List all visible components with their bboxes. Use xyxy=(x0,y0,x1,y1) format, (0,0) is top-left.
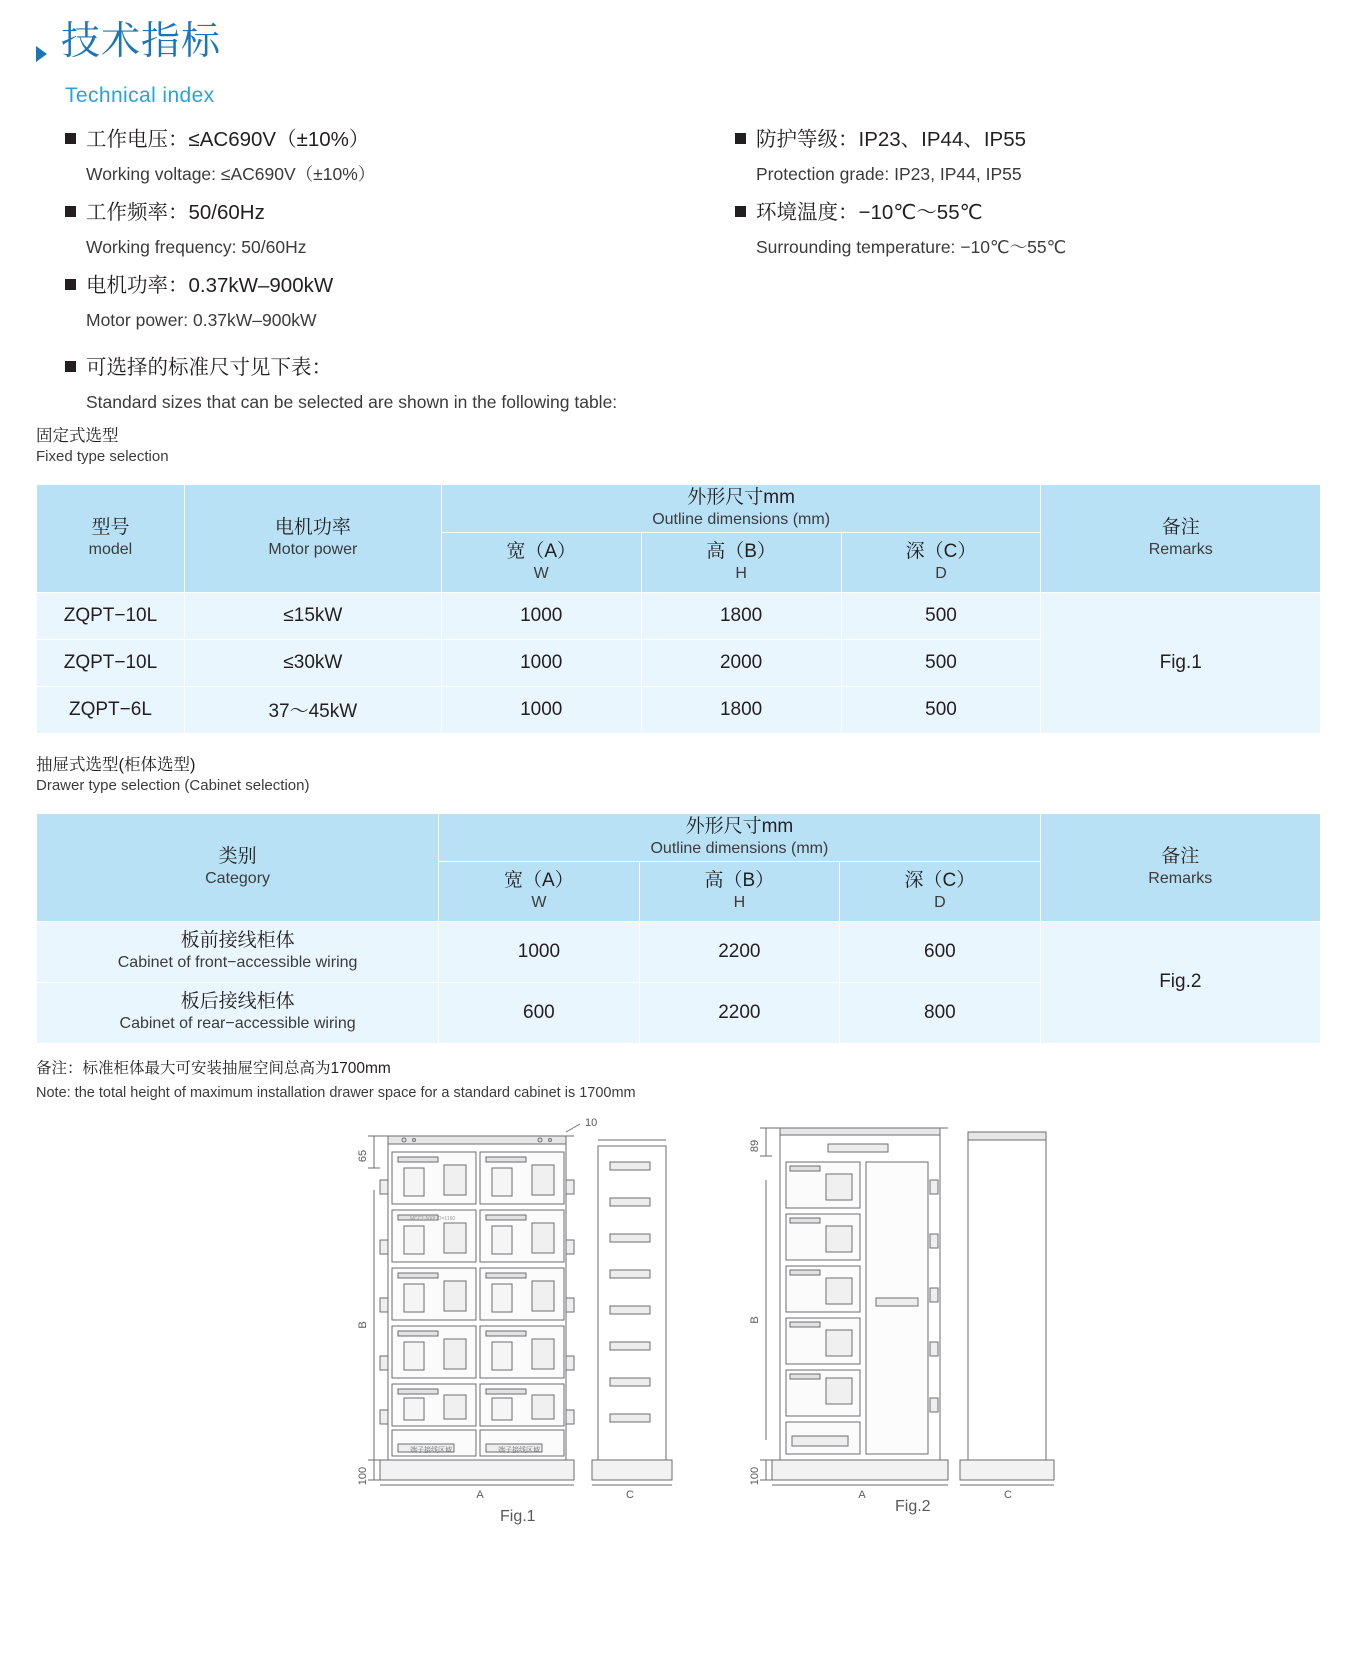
spec-label-cn: 环境温度：−10℃～55℃ xyxy=(756,201,983,224)
dim-10: 10 xyxy=(585,1117,598,1129)
spec-item-note xyxy=(65,353,965,415)
spec-column-right xyxy=(735,125,1335,271)
table-row xyxy=(37,921,1321,982)
cell-category-cn: 板前接线柜体 xyxy=(180,930,295,952)
header-width-en: W xyxy=(533,564,549,582)
footnote xyxy=(36,1057,636,1105)
table1-caption-en: Fixed type selection xyxy=(36,448,169,466)
header-category xyxy=(37,814,439,922)
header-model-en: model xyxy=(88,540,133,558)
header-height-cn: 高（B） xyxy=(704,869,775,891)
spec-label-en: Motor power: 0.37kW–900kW xyxy=(86,309,317,330)
square-bullet-icon xyxy=(735,133,746,144)
table1-caption xyxy=(36,425,169,467)
spec-cn-row xyxy=(65,198,665,229)
header-height-en: H xyxy=(733,893,746,911)
header-width xyxy=(439,861,639,921)
cell-category-en: Cabinet of rear−accessible wiring xyxy=(119,1015,356,1033)
square-bullet-icon xyxy=(65,279,76,290)
dim-100-2: 100 xyxy=(749,1466,761,1486)
drawer-type-table xyxy=(36,813,1321,1044)
cell-remarks: Fig.1 xyxy=(1041,592,1321,733)
cell-power: ≤15kW xyxy=(184,592,441,639)
zone-label-left: 端子接线区域 xyxy=(410,1447,452,1454)
cell-category-cn: 板后接线柜体 xyxy=(180,991,295,1013)
header-model-cn: 型号 xyxy=(91,517,130,538)
spec-item xyxy=(65,125,665,187)
header-remarks xyxy=(1041,485,1321,593)
header-depth xyxy=(841,532,1041,592)
dim-C2: C xyxy=(1004,1489,1012,1501)
zone-label-right: 端子接线区域 xyxy=(498,1447,540,1454)
square-bullet-icon xyxy=(735,206,746,217)
cell-model: ZQPT−10L xyxy=(37,592,185,639)
figure-2-label: Fig.2 xyxy=(895,1498,931,1515)
spec-label-en: Working voltage: ≤AC690V（±10%） xyxy=(86,163,376,184)
header-depth-cn: 深（C） xyxy=(904,869,976,891)
header-remarks xyxy=(1040,814,1320,922)
cell-width: 1000 xyxy=(441,592,641,639)
header-height-cn: 高（B） xyxy=(706,540,776,562)
header-depth-en: D xyxy=(934,893,946,911)
header-category-cn: 类别 xyxy=(218,846,257,867)
header-power-en: Motor power xyxy=(268,540,358,558)
square-bullet-icon xyxy=(65,133,76,144)
cell-model: ZQPT−10L xyxy=(37,639,185,686)
dim-B2: B xyxy=(749,1316,761,1324)
square-bullet-icon xyxy=(65,206,76,217)
cell-power: 37～45kW xyxy=(184,686,441,733)
header-height xyxy=(639,861,839,921)
dim-C: C xyxy=(626,1489,634,1501)
header-outline xyxy=(441,485,1041,533)
spec-item xyxy=(65,271,665,333)
spec-label-en: Surrounding temperature: −10℃～55℃ xyxy=(756,236,1067,257)
header-remarks-cn: 备注 xyxy=(1161,517,1200,538)
spec-item xyxy=(65,198,665,260)
header-depth-cn: 深（C） xyxy=(905,540,977,562)
footnote-en: Note: the total height of maximum installation drawer space for a standard cabinet is 1700mm xyxy=(36,1084,636,1101)
spec-label-cn: 可选择的标准尺寸见下表： xyxy=(86,356,332,379)
table2-caption-cn: 抽屉式选型(柜体选型) xyxy=(36,756,196,774)
spec-column-left xyxy=(65,125,665,344)
cell-category xyxy=(37,921,439,982)
spec-label-cn: 电机功率：0.37kW–900kW xyxy=(86,274,334,297)
table-header-row xyxy=(37,814,1321,862)
table1-caption-cn: 固定式选型 xyxy=(36,427,119,445)
cell-height: 1800 xyxy=(641,592,841,639)
cell-height: 2000 xyxy=(641,639,841,686)
header-height xyxy=(641,532,841,592)
dim-B: B xyxy=(357,1321,369,1329)
figure-area xyxy=(0,1110,1357,1550)
header-width xyxy=(441,532,641,592)
header-remarks-cn: 备注 xyxy=(1161,846,1200,867)
cell-height: 2200 xyxy=(639,982,839,1043)
cell-category xyxy=(37,982,439,1043)
cell-height: 2200 xyxy=(639,921,839,982)
dim-89: 89 xyxy=(749,1139,761,1153)
cell-depth: 500 xyxy=(841,686,1041,733)
footnote-cn: 备注：标准柜体最大可安装抽屉空间总高为1700mm xyxy=(36,1060,391,1077)
spec-item xyxy=(735,125,1335,187)
triangle-bullet-icon xyxy=(36,46,47,62)
header-outline-en: Outline dimensions (mm) xyxy=(650,839,829,857)
cabinet-drawings xyxy=(0,1110,1357,1550)
dim-A2: A xyxy=(858,1489,866,1501)
header-width-cn: 宽（A） xyxy=(506,540,577,562)
spec-cn-row xyxy=(735,125,1335,156)
header-category-en: Category xyxy=(205,869,271,887)
header-depth-en: D xyxy=(935,564,947,582)
spec-label-en: Standard sizes that can be selected are shown in the following table: xyxy=(86,391,618,412)
spec-label-cn: 防护等级：IP23、IP44、IP55 xyxy=(756,128,1027,151)
square-bullet-icon xyxy=(65,361,76,372)
cell-width: 1000 xyxy=(441,686,641,733)
table-row xyxy=(37,592,1321,639)
cell-height: 1800 xyxy=(641,686,841,733)
cell-depth: 500 xyxy=(841,639,1041,686)
header-motor-power xyxy=(184,485,441,593)
header-width-cn: 宽（A） xyxy=(504,869,574,891)
page-title xyxy=(36,22,221,62)
cell-depth: 800 xyxy=(840,982,1041,1043)
spec-label-cn: 工作电压：≤AC690V（±10%） xyxy=(86,128,370,151)
spec-cn-row xyxy=(65,271,665,302)
cell-width: 600 xyxy=(439,982,639,1043)
spec-cn-row xyxy=(65,353,965,384)
table2-caption xyxy=(36,754,309,796)
cell-model: ZQPT−6L xyxy=(37,686,185,733)
header-width-en: W xyxy=(531,893,547,911)
header-outline-en: Outline dimensions (mm) xyxy=(652,510,831,528)
dim-A: A xyxy=(476,1489,484,1501)
page-title-cn: 技术指标 xyxy=(61,20,222,63)
cell-power: ≤30kW xyxy=(184,639,441,686)
header-outline-cn: 外形尺寸mm xyxy=(687,487,795,508)
fixed-type-table xyxy=(36,484,1321,734)
header-model xyxy=(37,485,185,593)
spec-item xyxy=(735,198,1335,260)
cell-width: 1000 xyxy=(441,639,641,686)
cell-depth: 500 xyxy=(841,592,1041,639)
spec-cn-row xyxy=(65,125,665,156)
header-power-cn: 电机功率 xyxy=(274,517,351,538)
dim-65: 65 xyxy=(357,1149,369,1163)
header-remarks-en: Remarks xyxy=(1148,869,1213,887)
header-depth xyxy=(840,861,1041,921)
dim-100: 100 xyxy=(357,1466,369,1486)
header-outline-cn: 外形尺寸mm xyxy=(685,816,794,837)
cell-remarks: Fig.2 xyxy=(1040,921,1320,1043)
figure-1-label: Fig.1 xyxy=(500,1508,536,1525)
cell-depth: 600 xyxy=(840,921,1041,982)
spec-label-en: Protection grade: IP23, IP44, IP55 xyxy=(756,163,1022,184)
header-remarks-en: Remarks xyxy=(1148,540,1213,558)
cell-width: 1000 xyxy=(439,921,639,982)
small-marking: MCC1 500L D=1160 xyxy=(410,1216,456,1222)
spec-cn-row xyxy=(735,198,1335,229)
spec-label-cn: 工作频率：50/60Hz xyxy=(86,201,265,224)
header-outline xyxy=(439,814,1040,862)
page-title-en: Technical index xyxy=(65,84,215,107)
cell-category-en: Cabinet of front−accessible wiring xyxy=(117,954,358,972)
header-height-en: H xyxy=(735,564,747,582)
spec-label-en: Working frequency: 50/60Hz xyxy=(86,236,307,257)
table-header-row xyxy=(37,485,1321,533)
table2-caption-en: Drawer type selection (Cabinet selection) xyxy=(36,777,310,795)
